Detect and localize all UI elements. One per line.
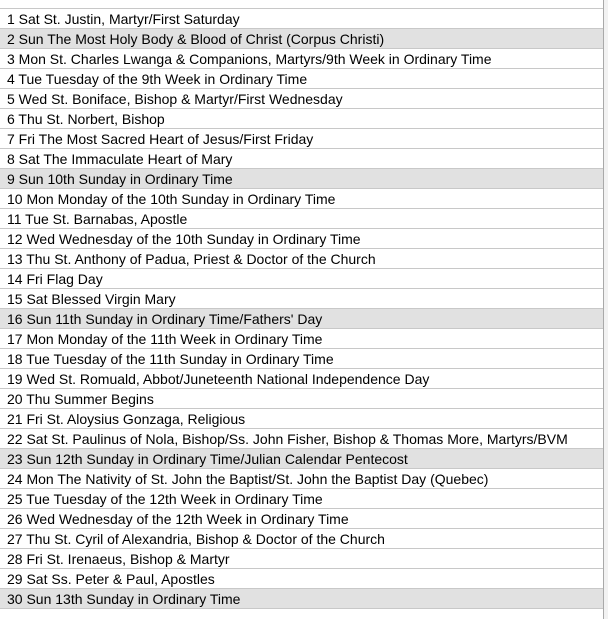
table-row[interactable] xyxy=(0,529,603,549)
calendar-cell[interactable]: 25 Tue Tuesday of the 12th Week in Ordinary Time xyxy=(7,491,323,507)
calendar-cell[interactable]: 16 Sun 11th Sunday in Ordinary Time/Fathers' Day xyxy=(7,311,323,327)
calendar-cell[interactable]: 29 Sat Ss. Peter & Paul, Apostles xyxy=(7,571,215,587)
table-row[interactable] xyxy=(0,9,603,29)
table-row[interactable] xyxy=(0,29,603,49)
table-row[interactable] xyxy=(0,189,603,209)
calendar-cell[interactable]: 4 Tue Tuesday of the 9th Week in Ordinary Time xyxy=(7,71,308,87)
table-row[interactable] xyxy=(0,389,603,409)
table-row[interactable] xyxy=(0,289,603,309)
table-row[interactable] xyxy=(0,169,603,189)
sheet-top-edge xyxy=(0,0,608,9)
calendar-cell[interactable]: 26 Wed Wednesday of the 12th Week in Ordinary Time xyxy=(7,511,349,527)
calendar-cell[interactable]: 18 Tue Tuesday of the 11th Sunday in Ordinary Time xyxy=(7,351,334,367)
table-row[interactable] xyxy=(0,69,603,89)
calendar-cell[interactable]: 28 Fri St. Irenaeus, Bishop & Martyr xyxy=(7,551,230,567)
table-row[interactable] xyxy=(0,329,603,349)
calendar-cell[interactable]: 9 Sun 10th Sunday in Ordinary Time xyxy=(7,171,233,187)
table-row[interactable] xyxy=(0,209,603,229)
table-row[interactable] xyxy=(0,89,603,109)
calendar-cell[interactable]: 19 Wed St. Romuald, Abbot/Juneteenth National Independence Day xyxy=(7,371,430,387)
table-row[interactable] xyxy=(0,49,603,69)
table-row[interactable] xyxy=(0,589,603,609)
table-row[interactable] xyxy=(0,429,603,449)
calendar-cell[interactable]: 30 Sun 13th Sunday in Ordinary Time xyxy=(7,591,241,607)
calendar-cell[interactable]: 8 Sat The Immaculate Heart of Mary xyxy=(7,151,233,167)
table-row[interactable] xyxy=(0,489,603,509)
calendar-cell[interactable]: 5 Wed St. Boniface, Bishop & Martyr/First Wednesday xyxy=(7,91,343,107)
adjacent-column[interactable] xyxy=(604,0,608,619)
table-row[interactable] xyxy=(0,129,603,149)
calendar-cell[interactable]: 12 Wed Wednesday of the 10th Sunday in Ordinary Time xyxy=(7,231,361,247)
calendar-cell[interactable]: 13 Thu St. Anthony of Padua, Priest & Doctor of the Church xyxy=(7,251,376,267)
table-row[interactable] xyxy=(0,229,603,249)
calendar-cell[interactable]: 3 Mon St. Charles Lwanga & Companions, Martyrs/9th Week in Ordinary Time xyxy=(7,51,492,67)
calendar-cell[interactable]: 1 Sat St. Justin, Martyr/First Saturday xyxy=(7,11,240,27)
table-row[interactable] xyxy=(0,569,603,589)
calendar-cell[interactable]: 2 Sun The Most Holy Body & Blood of Christ (Corpus Christi) xyxy=(7,31,385,47)
table-row[interactable] xyxy=(0,349,603,369)
table-row[interactable] xyxy=(0,469,603,489)
table-row[interactable] xyxy=(0,309,603,329)
sheet-bottom-area xyxy=(0,609,603,619)
calendar-grid xyxy=(0,9,603,609)
calendar-cell[interactable]: 22 Sat St. Paulinus of Nola, Bishop/Ss. John Fisher, Bishop & Thomas More, Martyrs/BVM xyxy=(7,431,568,447)
calendar-cell[interactable]: 6 Thu St. Norbert, Bishop xyxy=(7,111,165,127)
table-row[interactable] xyxy=(0,109,603,129)
calendar-cell[interactable]: 24 Mon The Nativity of St. John the Baptist/St. John the Baptist Day (Quebec) xyxy=(7,471,489,487)
calendar-cell[interactable]: 23 Sun 12th Sunday in Ordinary Time/Julian Calendar Pentecost xyxy=(7,451,408,467)
table-row[interactable] xyxy=(0,149,603,169)
calendar-cell[interactable]: 15 Sat Blessed Virgin Mary xyxy=(7,291,176,307)
calendar-cell[interactable]: 7 Fri The Most Sacred Heart of Jesus/First Friday xyxy=(7,131,314,147)
table-row[interactable] xyxy=(0,249,603,269)
table-row[interactable] xyxy=(0,369,603,389)
calendar-cell[interactable]: 20 Thu Summer Begins xyxy=(7,391,154,407)
calendar-cell[interactable]: 21 Fri St. Aloysius Gonzaga, Religious xyxy=(7,411,246,427)
calendar-cell[interactable]: 11 Tue St. Barnabas, Apostle xyxy=(7,211,188,227)
table-row[interactable] xyxy=(0,549,603,569)
table-row[interactable] xyxy=(0,509,603,529)
calendar-cell[interactable]: 10 Mon Monday of the 10th Sunday in Ordinary Time xyxy=(7,191,336,207)
table-row[interactable] xyxy=(0,269,603,289)
calendar-cell[interactable]: 27 Thu St. Cyril of Alexandria, Bishop & Doctor of the Church xyxy=(7,531,385,547)
calendar-cell[interactable]: 17 Mon Monday of the 11th Week in Ordinary Time xyxy=(7,331,323,347)
table-row[interactable] xyxy=(0,449,603,469)
table-row[interactable] xyxy=(0,409,603,429)
calendar-cell[interactable]: 14 Fri Flag Day xyxy=(7,271,103,287)
